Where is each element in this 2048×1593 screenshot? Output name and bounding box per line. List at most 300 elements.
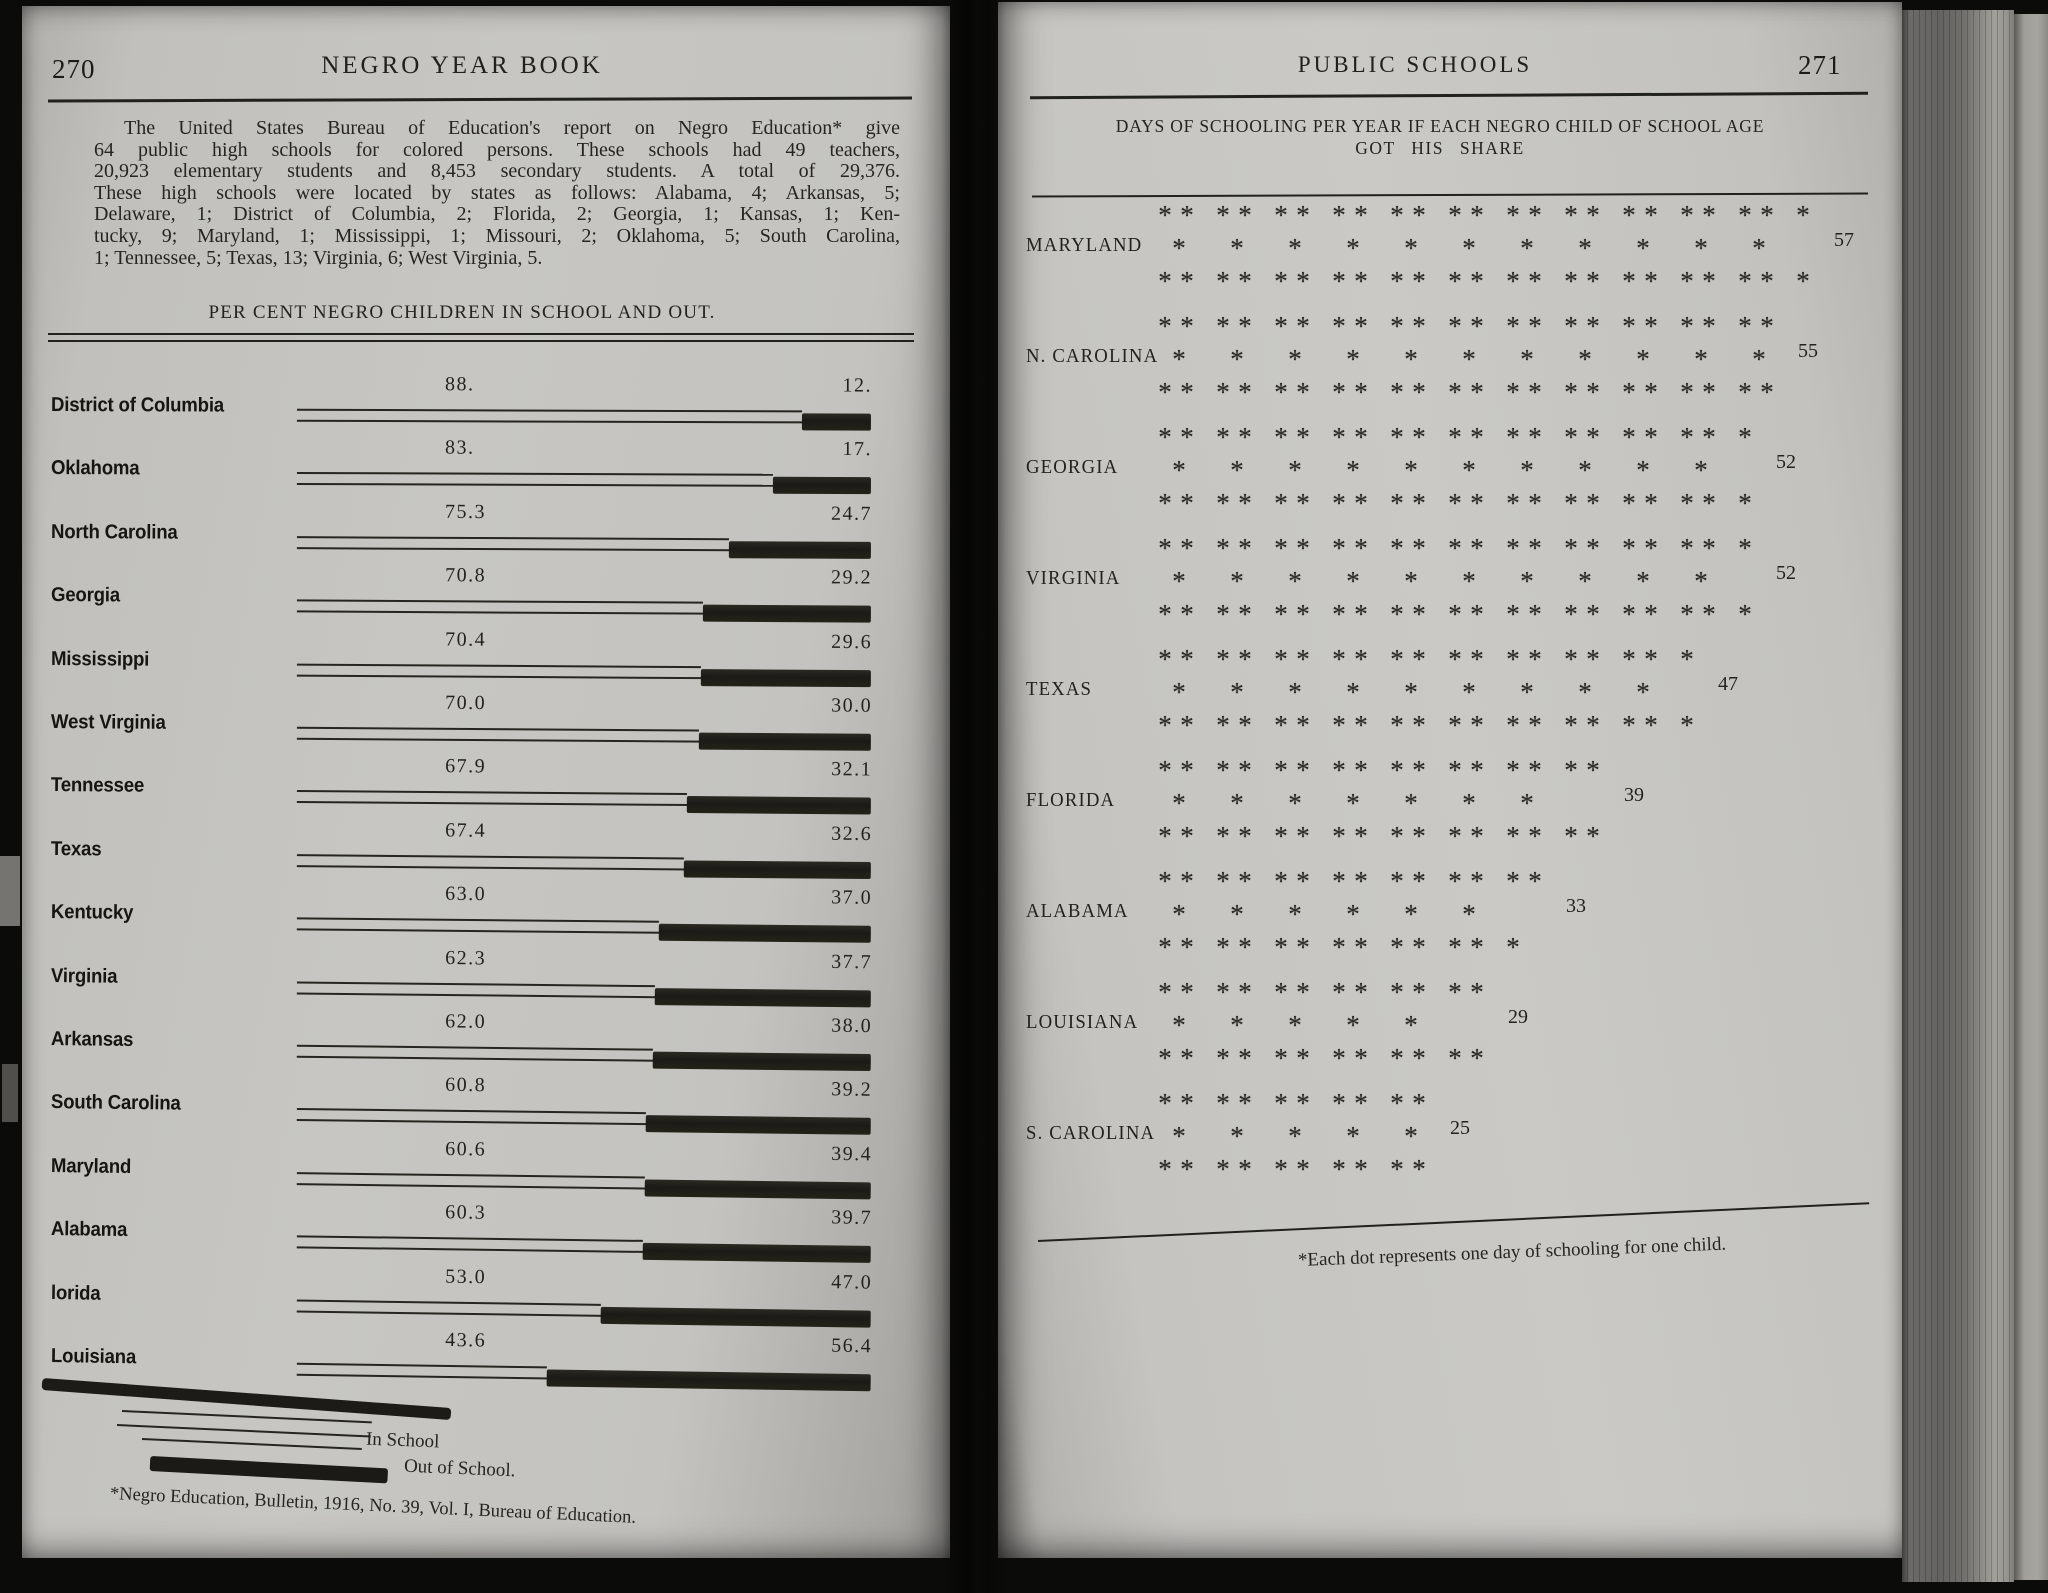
- day-dot: *: [1636, 677, 1650, 707]
- day-dot: *: [1506, 488, 1520, 518]
- day-dot: *: [1702, 200, 1716, 230]
- day-dot: *: [1462, 677, 1476, 707]
- day-dot: *: [1288, 677, 1302, 707]
- day-dot: *: [1180, 710, 1194, 740]
- day-dot: *: [1528, 311, 1542, 341]
- dot-block-state-label: N. CAROLINA: [1026, 346, 1159, 367]
- day-dot: *: [1346, 233, 1360, 263]
- day-dot: *: [1404, 566, 1418, 596]
- day-dot: *: [1390, 266, 1404, 296]
- in-school-line: [297, 472, 773, 476]
- day-dot: *: [1738, 311, 1752, 341]
- day-dot: *: [1216, 977, 1230, 1007]
- right-chart-title-line1: DAYS OF SCHOOLING PER YEAR IF EACH NEGRO CHILD OF SCHOOL AGE: [1115, 116, 1765, 136]
- day-dot: *: [1520, 344, 1534, 374]
- out-of-school-value: 37.0: [831, 886, 873, 909]
- dot-row: [1158, 932, 1520, 962]
- day-dot: *: [1274, 977, 1288, 1007]
- days-value: 33: [1566, 895, 1586, 917]
- day-dot: *: [1354, 311, 1368, 341]
- day-dot: *: [1172, 566, 1186, 596]
- day-dot: *: [1404, 1121, 1418, 1151]
- in-school-line: [297, 918, 659, 924]
- days-value: 47: [1718, 673, 1738, 695]
- state-dot-block: [1018, 637, 1878, 747]
- day-dot: *: [1296, 821, 1310, 851]
- out-of-school-bar: [658, 924, 871, 943]
- day-dot: *: [1412, 311, 1426, 341]
- left-footnote: *Negro Education, Bulletin, 1916, No. 39, Vol. I, Bureau of Education.: [109, 1484, 637, 1528]
- dot-row: [1172, 566, 1708, 596]
- day-dot: *: [1274, 599, 1288, 629]
- right-footnote: *Each dot represents one day of schooling for one child.: [1297, 1233, 1727, 1271]
- bar-row-state-label: Texas: [50, 837, 102, 861]
- bar-row-state-label: Louisiana: [50, 1345, 137, 1369]
- right-chart-bottom-rule: [1038, 1202, 1869, 1242]
- left-running-header: NEGRO YEAR BOOK: [321, 52, 603, 79]
- day-dot: *: [1354, 266, 1368, 296]
- day-dot: *: [1296, 1088, 1310, 1118]
- day-dot: *: [1636, 233, 1650, 263]
- day-dot: *: [1448, 200, 1462, 230]
- day-dot: *: [1180, 599, 1194, 629]
- day-dot: *: [1448, 266, 1462, 296]
- day-dot: *: [1448, 932, 1462, 962]
- bar-row: [47, 689, 927, 755]
- day-dot: *: [1528, 710, 1542, 740]
- percent-bar: [297, 1234, 871, 1266]
- right-page: [998, 2, 1902, 1558]
- day-dot: *: [1238, 488, 1252, 518]
- day-dot: *: [1296, 377, 1310, 407]
- day-dot: *: [1404, 344, 1418, 374]
- day-dot: *: [1470, 755, 1484, 785]
- day-dot: *: [1448, 599, 1462, 629]
- day-dot: *: [1216, 1154, 1230, 1184]
- day-dot: *: [1216, 644, 1230, 674]
- day-dot: *: [1796, 200, 1810, 230]
- day-dot: *: [1462, 566, 1476, 596]
- day-dot: *: [1238, 422, 1252, 452]
- paragraph-line: The United States Bureau of Education's report on Negro Education* give: [124, 117, 900, 139]
- day-dot: *: [1404, 455, 1418, 485]
- day-dot: *: [1702, 599, 1716, 629]
- day-dot: *: [1412, 866, 1426, 896]
- day-dot: *: [1586, 710, 1600, 740]
- day-dot: *: [1622, 488, 1636, 518]
- day-dot: *: [1180, 644, 1194, 674]
- legend-in-school-line: [142, 1438, 362, 1450]
- dot-row: [1172, 455, 1708, 485]
- day-dot: *: [1680, 644, 1694, 674]
- bar-row: [47, 752, 927, 819]
- day-dot: *: [1680, 200, 1694, 230]
- in-school-line: [297, 1374, 551, 1380]
- day-dot: *: [1412, 266, 1426, 296]
- day-dot: *: [1462, 455, 1476, 485]
- in-school-value: 60.8: [445, 1074, 487, 1097]
- day-dot: *: [1354, 377, 1368, 407]
- day-dot: *: [1274, 866, 1288, 896]
- out-of-school-bar: [699, 733, 871, 751]
- day-dot: *: [1274, 1088, 1288, 1118]
- percent-bar: [297, 1297, 871, 1329]
- in-school-line: [297, 929, 663, 935]
- day-dot: *: [1158, 311, 1172, 341]
- bar-row: [47, 879, 928, 947]
- out-of-school-value: 12.: [842, 374, 873, 397]
- dot-row: [1172, 899, 1476, 929]
- state-dot-block: [1018, 304, 1878, 414]
- out-of-school-bar: [654, 988, 871, 1007]
- day-dot: *: [1528, 377, 1542, 407]
- in-school-value: 70.0: [445, 691, 487, 715]
- day-dot: *: [1332, 599, 1346, 629]
- state-dot-block: [1018, 415, 1878, 525]
- day-dot: *: [1158, 932, 1172, 962]
- day-dot: *: [1158, 200, 1172, 230]
- day-dot: *: [1238, 311, 1252, 341]
- day-dot: *: [1230, 1121, 1244, 1151]
- day-dot: *: [1506, 932, 1520, 962]
- day-dot: *: [1288, 344, 1302, 374]
- day-dot: *: [1332, 377, 1346, 407]
- day-dot: *: [1470, 488, 1484, 518]
- day-dot: *: [1412, 422, 1426, 452]
- day-dot: *: [1354, 932, 1368, 962]
- in-school-line: [297, 1299, 601, 1306]
- day-dot: *: [1702, 311, 1716, 341]
- day-dot: *: [1216, 533, 1230, 563]
- day-dot: *: [1470, 311, 1484, 341]
- day-dot: *: [1694, 566, 1708, 596]
- day-dot: *: [1644, 311, 1658, 341]
- day-dot: *: [1738, 488, 1752, 518]
- dot-row: [1158, 266, 1810, 296]
- percent-bar: [297, 598, 871, 625]
- day-dot: *: [1404, 1010, 1418, 1040]
- in-school-line: [297, 1183, 649, 1190]
- dot-row: [1158, 1154, 1426, 1184]
- bar-row: [47, 562, 927, 627]
- day-dot: *: [1390, 1043, 1404, 1073]
- day-dot: *: [1354, 1043, 1368, 1073]
- day-dot: *: [1448, 533, 1462, 563]
- in-school-line: [297, 801, 691, 806]
- bar-row-state-label: West Virginia: [50, 711, 166, 734]
- day-dot: *: [1448, 977, 1462, 1007]
- day-dot: *: [1680, 377, 1694, 407]
- day-dot: *: [1288, 455, 1302, 485]
- day-dot: *: [1520, 233, 1534, 263]
- day-dot: *: [1644, 644, 1658, 674]
- day-dot: *: [1404, 677, 1418, 707]
- day-dot: *: [1354, 488, 1368, 518]
- day-dot: *: [1586, 599, 1600, 629]
- day-dot: *: [1346, 455, 1360, 485]
- day-dot: *: [1680, 533, 1694, 563]
- out-of-school-bar: [646, 1115, 871, 1135]
- bar-row-state-label: Oklahoma: [50, 457, 140, 480]
- day-dot: *: [1702, 422, 1716, 452]
- paragraph-line: These high schools were located by states as follows: Alabama, 4; Arkansas, 5;: [94, 181, 900, 204]
- day-dot: *: [1346, 677, 1360, 707]
- day-dot: *: [1564, 821, 1578, 851]
- day-dot: *: [1390, 311, 1404, 341]
- day-dot: *: [1644, 599, 1658, 629]
- day-dot: *: [1528, 422, 1542, 452]
- day-dot: *: [1390, 200, 1404, 230]
- day-dot: *: [1412, 200, 1426, 230]
- day-dot: *: [1238, 200, 1252, 230]
- state-dot-block: [1018, 859, 1878, 969]
- bar-row: [47, 372, 927, 435]
- in-school-line: [297, 483, 777, 487]
- day-dot: *: [1586, 200, 1600, 230]
- day-dot: *: [1216, 488, 1230, 518]
- day-dot: *: [1578, 344, 1592, 374]
- day-dot: *: [1470, 422, 1484, 452]
- dot-row: [1158, 533, 1752, 563]
- day-dot: *: [1296, 266, 1310, 296]
- day-dot: *: [1288, 1121, 1302, 1151]
- day-dot: *: [1296, 200, 1310, 230]
- in-school-line: [297, 600, 703, 605]
- in-school-line: [297, 409, 802, 413]
- dot-row: [1158, 1043, 1484, 1073]
- day-dot: *: [1412, 1088, 1426, 1118]
- day-dot: *: [1346, 899, 1360, 929]
- state-dot-block: [1018, 748, 1878, 858]
- day-dot: *: [1180, 266, 1194, 296]
- day-dot: *: [1390, 533, 1404, 563]
- day-dot: *: [1172, 455, 1186, 485]
- day-dot: *: [1274, 710, 1288, 740]
- day-dot: *: [1412, 710, 1426, 740]
- day-dot: *: [1180, 1043, 1194, 1073]
- left-page: [22, 6, 950, 1558]
- in-school-value: 63.0: [445, 882, 487, 906]
- out-of-school-bar: [601, 1306, 871, 1327]
- day-dot: *: [1158, 422, 1172, 452]
- day-dot: *: [1702, 488, 1716, 518]
- dot-row: [1158, 599, 1752, 629]
- day-dot: *: [1158, 710, 1172, 740]
- day-dot: *: [1274, 533, 1288, 563]
- day-dot: *: [1288, 788, 1302, 818]
- day-dot: *: [1564, 377, 1578, 407]
- day-dot: *: [1622, 311, 1636, 341]
- day-dot: *: [1680, 311, 1694, 341]
- day-dot: *: [1412, 977, 1426, 1007]
- day-dot: *: [1332, 1088, 1346, 1118]
- day-dot: *: [1158, 977, 1172, 1007]
- dot-row: [1158, 710, 1694, 740]
- day-dot: *: [1760, 377, 1774, 407]
- day-dot: *: [1180, 866, 1194, 896]
- in-school-value: 62.3: [445, 946, 487, 970]
- day-dot: *: [1172, 788, 1186, 818]
- day-dot: *: [1332, 200, 1346, 230]
- day-dot: *: [1332, 1154, 1346, 1184]
- day-dot: *: [1470, 266, 1484, 296]
- day-dot: *: [1216, 311, 1230, 341]
- bar-row-state-label: Tennessee: [50, 774, 145, 798]
- out-of-school-value: 38.0: [831, 1014, 873, 1038]
- left-chart-top-rule: [48, 333, 914, 335]
- bar-row-state-label: Maryland: [50, 1154, 132, 1178]
- day-dot: *: [1216, 1043, 1230, 1073]
- day-dot: *: [1506, 377, 1520, 407]
- day-dot: *: [1238, 1154, 1252, 1184]
- day-dot: *: [1390, 1088, 1404, 1118]
- day-dot: *: [1180, 533, 1194, 563]
- day-dot: *: [1238, 866, 1252, 896]
- percent-bar: [297, 534, 871, 561]
- in-school-value: 83.: [445, 436, 475, 460]
- day-dot: *: [1636, 344, 1650, 374]
- day-dot: *: [1238, 533, 1252, 563]
- in-school-value: 70.8: [445, 564, 487, 587]
- day-dot: *: [1158, 1154, 1172, 1184]
- day-dot: *: [1680, 599, 1694, 629]
- day-dot: *: [1564, 200, 1578, 230]
- state-dot-block: [1018, 193, 1878, 303]
- day-dot: *: [1470, 932, 1484, 962]
- day-dot: *: [1346, 1121, 1360, 1151]
- dot-row: [1172, 677, 1650, 707]
- day-dot: *: [1404, 788, 1418, 818]
- bar-row-state-label: District of Columbia: [50, 394, 225, 417]
- day-dot: *: [1738, 422, 1752, 452]
- day-dot: *: [1390, 710, 1404, 740]
- day-dot: *: [1158, 644, 1172, 674]
- day-dot: *: [1274, 932, 1288, 962]
- day-dot: *: [1622, 377, 1636, 407]
- days-value: 25: [1450, 1117, 1470, 1139]
- day-dot: *: [1702, 377, 1716, 407]
- day-dot: *: [1390, 932, 1404, 962]
- paragraph-line: 20,923 elementary students and 8,453 secondary students. A total of 29,376.: [94, 160, 900, 183]
- day-dot: *: [1296, 422, 1310, 452]
- day-dot: *: [1412, 821, 1426, 851]
- legend-in-school-label: In School: [365, 1428, 440, 1453]
- day-dot: *: [1354, 533, 1368, 563]
- day-dot: *: [1230, 1010, 1244, 1040]
- day-dot: *: [1520, 788, 1534, 818]
- day-dot: *: [1586, 422, 1600, 452]
- bar-row-state-label: lorida: [50, 1281, 101, 1305]
- state-dot-block: [1018, 526, 1878, 636]
- day-dot: *: [1644, 422, 1658, 452]
- day-dot: *: [1238, 821, 1252, 851]
- day-dot: *: [1760, 266, 1774, 296]
- day-dot: *: [1296, 311, 1310, 341]
- day-dot: *: [1296, 488, 1310, 518]
- day-dot: *: [1738, 377, 1752, 407]
- legend-in-school-line: [117, 1424, 371, 1438]
- in-school-line: [297, 536, 729, 540]
- right-chart-title-line2: GOT HIS SHARE: [1355, 138, 1525, 158]
- day-dot: *: [1238, 977, 1252, 1007]
- day-dot: *: [1346, 566, 1360, 596]
- out-of-school-bar: [643, 1243, 871, 1263]
- day-dot: *: [1158, 599, 1172, 629]
- day-dot: *: [1180, 821, 1194, 851]
- day-dot: *: [1528, 644, 1542, 674]
- day-dot: *: [1172, 677, 1186, 707]
- percent-bar: [297, 1106, 871, 1137]
- day-dot: *: [1564, 311, 1578, 341]
- in-school-line: [297, 854, 684, 860]
- day-dot: *: [1288, 566, 1302, 596]
- day-dot: *: [1216, 377, 1230, 407]
- day-dot: *: [1172, 233, 1186, 263]
- out-of-school-bar: [644, 1179, 870, 1199]
- day-dot: *: [1296, 533, 1310, 563]
- day-dot: *: [1346, 344, 1360, 374]
- day-dot: *: [1180, 422, 1194, 452]
- day-dot: *: [1448, 377, 1462, 407]
- day-dot: *: [1738, 599, 1752, 629]
- day-dot: *: [1470, 1043, 1484, 1073]
- right-running-header: PUBLIC SCHOOLS: [1297, 52, 1533, 77]
- day-dot: *: [1528, 866, 1542, 896]
- day-dot: *: [1622, 266, 1636, 296]
- left-margin-tab: [2, 1064, 18, 1122]
- day-dot: *: [1332, 533, 1346, 563]
- day-dot: *: [1238, 710, 1252, 740]
- day-dot: *: [1296, 977, 1310, 1007]
- day-dot: *: [1230, 455, 1244, 485]
- in-school-line: [297, 547, 733, 551]
- dot-block-state-label: FLORIDA: [1026, 790, 1116, 811]
- day-dot: *: [1296, 1154, 1310, 1184]
- day-dot: *: [1390, 866, 1404, 896]
- day-dot: *: [1354, 200, 1368, 230]
- out-of-school-value: 39.7: [831, 1206, 873, 1230]
- dot-row: [1158, 311, 1774, 341]
- in-school-value: 67.4: [445, 819, 487, 842]
- out-of-school-value: 32.1: [831, 758, 873, 781]
- day-dot: *: [1448, 488, 1462, 518]
- paragraph-line: Delaware, 1; District of Columbia, 2; Florida, 2; Georgia, 1; Kansas, 1; Ken-: [94, 203, 900, 226]
- day-dot: *: [1180, 311, 1194, 341]
- left-chart-top-rule: [48, 340, 914, 342]
- day-dot: *: [1238, 1088, 1252, 1118]
- day-dot: *: [1216, 599, 1230, 629]
- day-dot: *: [1172, 899, 1186, 929]
- day-dot: *: [1644, 533, 1658, 563]
- day-dot: *: [1216, 821, 1230, 851]
- day-dot: *: [1216, 1088, 1230, 1118]
- bar-row: [47, 1260, 928, 1332]
- day-dot: *: [1332, 866, 1346, 896]
- day-dot: *: [1390, 1154, 1404, 1184]
- day-dot: *: [1230, 566, 1244, 596]
- bar-row-state-label: Georgia: [50, 584, 121, 607]
- day-dot: *: [1274, 644, 1288, 674]
- in-school-value: 75.3: [445, 500, 487, 523]
- dot-row: [1172, 233, 1766, 263]
- day-dot: *: [1760, 311, 1774, 341]
- day-dot: *: [1448, 821, 1462, 851]
- left-margin-tab: [0, 856, 20, 926]
- day-dot: *: [1448, 422, 1462, 452]
- dot-row: [1172, 344, 1766, 374]
- day-dot: *: [1702, 266, 1716, 296]
- day-dot: *: [1470, 599, 1484, 629]
